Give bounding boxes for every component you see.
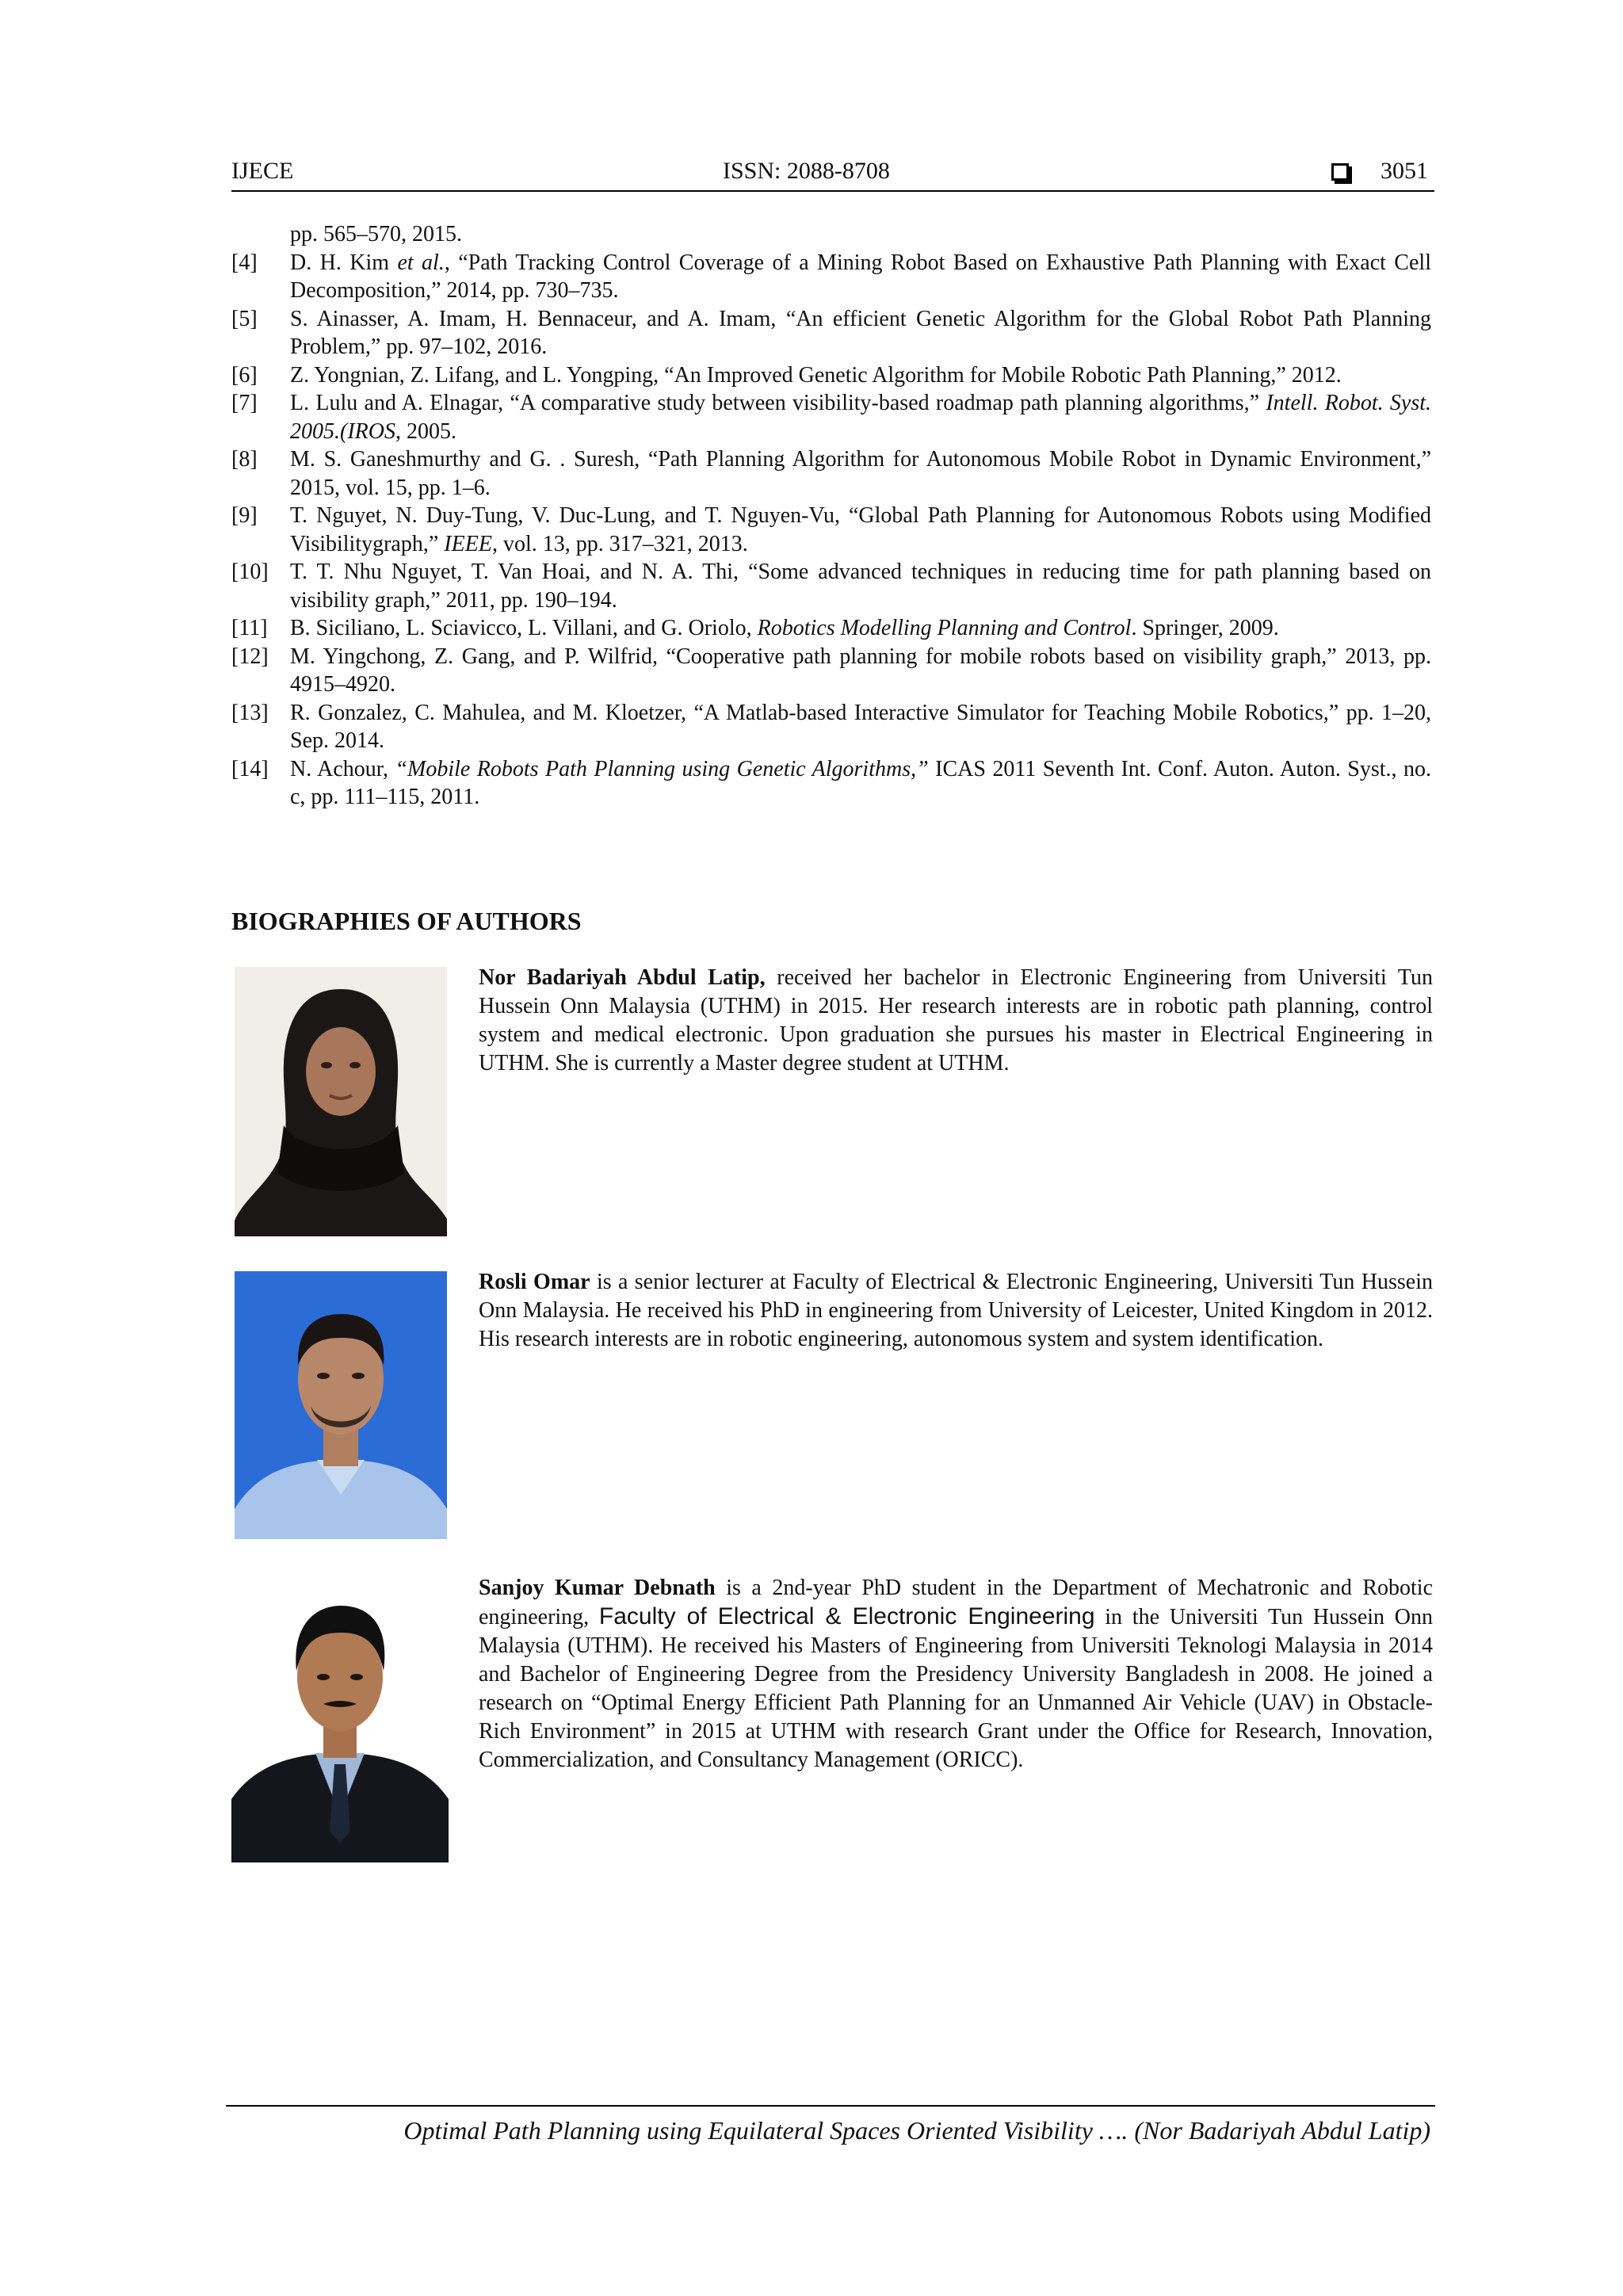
issn: ISSN: 2088-8708: [723, 158, 890, 184]
reference-text: N. Achour, “Mobile Robots Path Planning using Genetic Algorithms,” ICAS 2011 Seventh Int. Conf. Auton. Auton. Syst., no. c, pp. 111–115, 2011.: [290, 756, 1432, 809]
reference-number: [13]: [231, 700, 269, 725]
reference-text: B. Siciliano, L. Sciavicco, L. Villani, and G. Oriolo, Robotics Modelling Planning and Control. Springer, 2009.: [290, 616, 1279, 640]
section-heading: BIOGRAPHIES OF AUTHORS: [231, 907, 582, 935]
journal-name: IJECE: [231, 158, 294, 184]
reference-item: [231, 305, 1431, 361]
reference-text: T. Nguyet, N. Duy-Tung, V. Duc-Lung, and T. Nguyen-Vu, “Global Path Planning for Autonomous Robots using Modified Visibilitygraph,” IEEE, vol. 13, pp. 317–321, 2013.: [290, 503, 1431, 556]
biography-text: Rosli Omar is a senior lecturer at Faculty of Electrical & Electronic Engineering, Universiti Tun Hussein Onn Malaysia. He received his PhD in engineering from University of Leicester, United Kingdom in 2012. His research interests are in robotic engineering, autonomous system and system identification.: [479, 1270, 1433, 1351]
reference-text: M. Yingchong, Z. Gang, and P. Wilfrid, “Cooperative path planning for mobile robots based on visibility graph,” 2013, pp. 4915–4920.: [290, 644, 1431, 697]
reference-number: [7]: [231, 391, 258, 415]
page-number-group: [1331, 152, 1428, 190]
author-photo: [235, 967, 447, 1236]
biography-text: Sanjoy Kumar Debnath is a 2nd-year PhD student in the Department of Mechatronic and Robotic engineering, Faculty of Electrical & Electronic Engineering in the Universiti Tun Hussein Onn Malaysia (UTHM). He received his Masters of Engineering from Universiti Teknologi Malaysia in 2014 and Bachelor of Engineering Degree from the Presidency University Bangladesh in 2008. He joined a research on “Optimal Energy Efficient Path Planning for an Unmanned Air Vehicle (UAV) in Obstacle-Rich Environment” in 2015 at UTHM with research Grant under the Office for Research, Innovation, Commercialization, and Consultancy Management (ORICC).: [479, 1576, 1433, 1772]
reference-list: [231, 220, 1431, 812]
reference-text: D. H. Kim et al., “Path Tracking Control Coverage of a Mining Robot Based on Exhaustive Path Planning with Exact Cell Decomposition,” 2014, pp. 730–735.: [290, 250, 1431, 303]
page-number: 3051: [1381, 158, 1428, 184]
reference-text: S. Ainasser, A. Imam, H. Bennaceur, and A. Imam, “An efficient Genetic Algorithm for the Global Robot Path Planning Problem,” pp. 97–102, 2016.: [290, 306, 1431, 359]
reference-number: [10]: [231, 560, 269, 584]
reference-item: [231, 643, 1431, 699]
author-photo: [231, 1577, 449, 1862]
reference-text: M. S. Ganeshmurthy and G. . Suresh, “Path Planning Algorithm for Autonomous Mobile Robot in Dynamic Environment,” 2015, vol. 15, pp. 1–6.: [290, 447, 1431, 500]
footer-rule: [226, 2105, 1435, 2107]
reference-item: [231, 445, 1431, 502]
reference-number: [9]: [231, 503, 258, 528]
reference-text: R. Gonzalez, C. Mahulea, and M. Kloetzer, “A Matlab-based Interactive Simulator for Teaching Mobile Robotics,” pp. 1–20, Sep. 2014.: [290, 700, 1431, 753]
author-name: Nor Badariyah Abdul Latip,: [479, 965, 766, 990]
reference-item: [231, 614, 1431, 643]
reference-item: [231, 699, 1431, 755]
reference-text: L. Lulu and A. Elnagar, “A comparative study between visibility-based roadmap path planning algorithms,” Intell. Robot. Syst. 2005.(IROS, 2005.: [290, 391, 1431, 444]
reference-item: [231, 558, 1431, 614]
reference-number: [8]: [231, 447, 258, 472]
page-header: [231, 152, 1434, 192]
reference-number: [6]: [231, 362, 258, 388]
reference-item: [231, 755, 1431, 812]
reference-item: [231, 361, 1431, 390]
author-name: Sanjoy Kumar Debnath: [479, 1576, 716, 1600]
reference-number: [12]: [231, 644, 269, 669]
reference-text: Z. Yongnian, Z. Lifang, and L. Yongping, “An Improved Genetic Algorithm for Mobile Robotic Path Planning,” 2012.: [290, 362, 1342, 388]
reference-number: [14]: [231, 756, 269, 781]
reference-item: [231, 389, 1431, 445]
reference-number: [11]: [231, 616, 268, 640]
reference-item: [231, 502, 1431, 558]
reference-number: [4]: [231, 250, 258, 275]
square-bullet-icon: [1331, 163, 1349, 181]
author-name: Rosli Omar: [479, 1270, 590, 1294]
author-photo: [235, 1271, 447, 1539]
biography-text: Nor Badariyah Abdul Latip, received her bachelor in Electronic Engineering from Universiti Tun Hussein Onn Malaysia (UTHM) in 2015. Her research interests are in robotic path planning, control system and medical electronic. Upon graduation she pursues his master in Electrical Engineering in UTHM. She is currently a Master degree student at UTHM.: [479, 965, 1433, 1075]
reference-item: [231, 249, 1431, 305]
reference-continuation: pp. 565–570, 2015.: [290, 222, 462, 246]
reference-text: T. T. Nhu Nguyet, T. Van Hoai, and N. A. Thi, “Some advanced techniques in reducing time for path planning based on visibility graph,” 2011, pp. 190–194.: [290, 560, 1431, 613]
reference-number: [5]: [231, 306, 258, 331]
page-footer: Optimal Path Planning using Equilateral Spaces Oriented Visibility …. (Nor Badariyah Abdul Latip): [403, 2116, 1430, 2145]
